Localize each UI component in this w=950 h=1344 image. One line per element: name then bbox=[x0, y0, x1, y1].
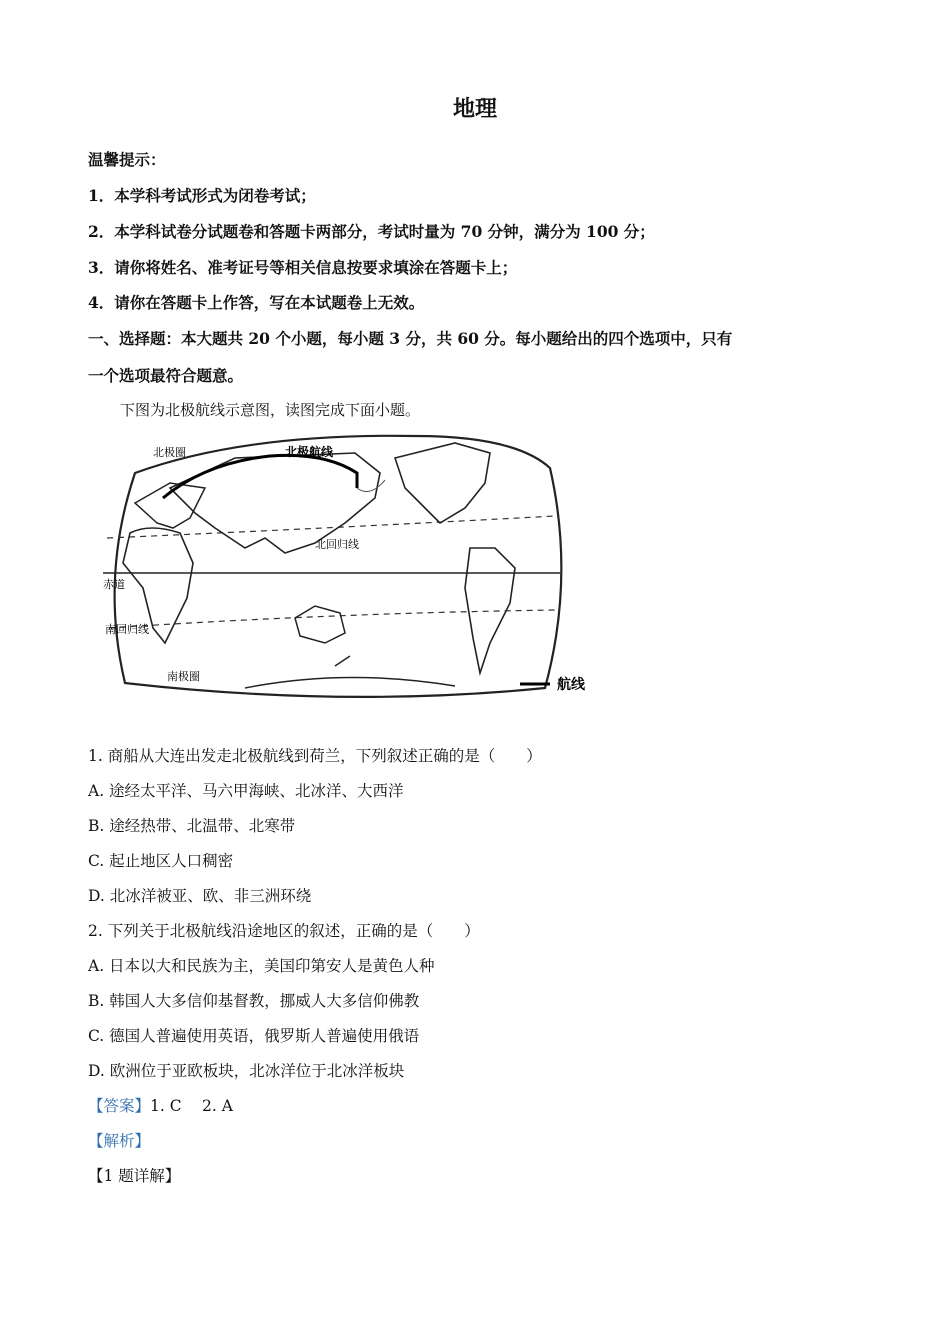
tip-4: 4．请你在答题卡上作答，写在本试题卷上无效。 bbox=[88, 293, 425, 312]
question-2-option-c: C. 德国人普遍使用英语，俄罗斯人普遍使用俄语 bbox=[88, 1027, 420, 1045]
tip-1: 1．本学科考试形式为闭卷考试； bbox=[88, 186, 316, 205]
question-1-option-b: B. 途经热带、北温带、北寒带 bbox=[88, 817, 296, 835]
arctic-route-map bbox=[95, 428, 610, 713]
antarctica-shape bbox=[245, 677, 455, 688]
route-line bbox=[163, 455, 357, 498]
tip-2: 2．本学科试卷分试题卷和答题卡两部分，考试时量为 70 分钟，满分为 100 分； bbox=[88, 222, 655, 241]
question-1-option-a: A. 途经太平洋、马六甲海峡、北冰洋、大西洋 bbox=[88, 782, 404, 800]
analysis-label: 【解析】 bbox=[88, 1132, 151, 1150]
section-heading-line2: 一个选项最符合题意。 bbox=[88, 366, 244, 385]
antarctic-circle-label: 南极圈 bbox=[167, 670, 200, 683]
map-frame bbox=[115, 436, 562, 697]
question-1-option-c: C. 起止地区人口稠密 bbox=[88, 852, 234, 870]
tip-3: 3．请你将姓名、准考证号等相关信息按要求填涂在答题卡上； bbox=[88, 258, 518, 277]
page-title: 地理 bbox=[452, 96, 497, 122]
answer-row bbox=[88, 1094, 233, 1116]
north-america-shape bbox=[395, 443, 490, 523]
legend-label: 航线 bbox=[557, 677, 585, 693]
tropic-capricorn-label: 南回归线 bbox=[105, 623, 149, 636]
section-heading-line1: 一、选择题：本大题共 20 个小题，每小题 3 分，共 60 分。每小题给出的四个选项中，只有 bbox=[88, 329, 733, 348]
map-intro: 下图为北极航线示意图，读图完成下面小题。 bbox=[120, 401, 421, 419]
route-branch bbox=[357, 480, 385, 492]
question-2-stem: 2. 下列关于北极航线沿途地区的叙述，正确的是（ ） bbox=[88, 922, 480, 940]
answer-value: 1. C 2. A bbox=[150, 1097, 233, 1115]
detail-label: 【1 题详解】 bbox=[88, 1167, 181, 1185]
australia-shape bbox=[295, 606, 345, 643]
answer-label: 【答案】 bbox=[88, 1097, 151, 1115]
question-2-option-b: B. 韩国人大多信仰基督教，挪威人大多信仰佛教 bbox=[88, 992, 420, 1010]
europe-shape bbox=[135, 483, 205, 528]
tropic-cancer-label: 北回归线 bbox=[315, 538, 359, 551]
question-1-stem: 1. 商船从大连出发走北极航线到荷兰，下列叙述正确的是（ ） bbox=[88, 747, 542, 765]
equator-label: 赤道 bbox=[103, 578, 125, 591]
arctic-circle-label: 北极圈 bbox=[153, 446, 186, 459]
tip-heading: 温馨提示： bbox=[88, 150, 166, 169]
new-zealand-shape bbox=[335, 656, 350, 666]
question-2-option-a: A. 日本以大和民族为主，美国印第安人是黄色人种 bbox=[88, 957, 435, 975]
arctic-route-label: 北极航线 bbox=[285, 445, 334, 459]
question-2-option-d: D. 欧洲位于亚欧板块，北冰洋位于北冰洋板块 bbox=[88, 1062, 405, 1080]
question-1-option-d: D. 北冰洋被亚、欧、非三洲环绕 bbox=[88, 887, 312, 905]
